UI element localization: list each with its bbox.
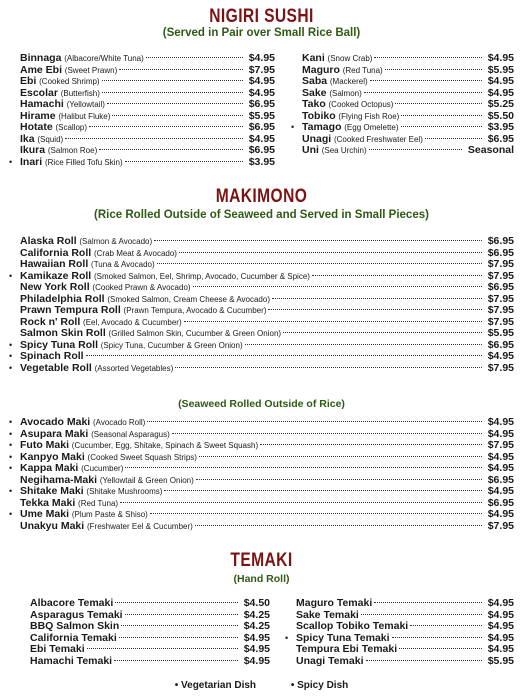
menu-item (302, 65, 514, 77)
item-price: $7.95 (487, 258, 514, 270)
item-name: Hirame (20, 109, 56, 122)
item-name: Kappa Maki (20, 462, 79, 474)
item-name: Kamikaze Roll (20, 269, 92, 282)
item-description: (Smoked Salmon, Eel, Shrimp, Avocado, Cucumber & Spice) (93, 271, 310, 281)
dot-leader (401, 126, 482, 127)
item-name: Hamachi Temaki (30, 654, 113, 667)
bullet-icon: • (9, 451, 13, 462)
item-name: Rock n' Roll (20, 315, 81, 328)
bullet-icon: • (9, 270, 13, 281)
item-description: (Squid) (37, 134, 64, 144)
item-price: $4.95 (487, 597, 514, 609)
item-name: Ikura (20, 144, 46, 156)
item-price: $7.95 (487, 439, 514, 451)
item-price: $3.95 (487, 121, 514, 133)
item-name: Kanpyo Maki (20, 450, 85, 463)
dot-leader (125, 467, 481, 468)
legend (0, 680, 523, 691)
dot-leader (364, 92, 482, 93)
item-price: $5.95 (487, 327, 514, 339)
item-name: Inari (20, 155, 43, 168)
item-price: $7.95 (487, 304, 514, 316)
item-name: Spicy Tuna Roll (20, 338, 98, 351)
item-description: (Grilled Salmon Skin, Cucumber & Green Onion) (108, 329, 282, 338)
item-description: (Cucumber) (81, 464, 124, 473)
menu-item (9, 350, 514, 363)
item-name: Asupara Maki (20, 427, 89, 440)
item-description: (Rice Filled Tofu Skin) (44, 157, 123, 167)
dot-leader (361, 614, 482, 615)
dot-leader (164, 490, 481, 491)
menu-item (9, 338, 514, 352)
item-price: $4.95 (487, 416, 514, 428)
item-price: $4.95 (487, 631, 514, 644)
item-name: Vegetable Roll (20, 361, 92, 374)
item-name: Negihama-Maki (20, 473, 98, 486)
item-name: BBQ Salmon Skin (30, 620, 120, 632)
makimono-list (9, 235, 514, 374)
menu-item (20, 122, 275, 134)
item-name: Futo Maki (20, 439, 69, 451)
item-description: (Freshwater Eel & Cucumber) (86, 521, 193, 531)
item-name: Asparagus Temaki (30, 608, 123, 621)
item-name: California Temaki (30, 631, 117, 644)
menu-item (20, 111, 275, 123)
menu-item (9, 485, 514, 498)
legend-vegetarian (175, 680, 259, 691)
item-name: Kani (302, 52, 325, 64)
dot-leader (125, 614, 238, 615)
bullet-icon: • (9, 486, 13, 496)
item-name: Avocado Maki (20, 416, 91, 428)
item-name: Tobiko (302, 109, 336, 122)
item-name: Sake (302, 86, 327, 99)
item-name: Hawaiian Roll (20, 258, 89, 270)
dot-leader (119, 637, 238, 638)
menu-item (302, 76, 514, 88)
item-price: $4.95 (487, 75, 514, 87)
dot-leader (65, 138, 243, 139)
menu-item (9, 427, 514, 441)
item-name: Ume Maki (20, 508, 70, 520)
vegetarian-bullet-icon: • (174, 680, 179, 691)
item-description: (Sea Urchin) (321, 146, 367, 155)
item-price: $7.95 (487, 519, 514, 532)
item-name: California Roll (20, 246, 92, 259)
item-name: Ame Ebi (20, 63, 63, 76)
menu-item (302, 88, 514, 100)
item-price: $4.95 (248, 86, 275, 99)
bullet-icon: • (9, 362, 13, 373)
item-price: $4.95 (487, 52, 514, 64)
item-description: (Salmon & Avocado) (79, 237, 153, 246)
item-name: Prawn Tempura Roll (20, 304, 121, 316)
item-description: (Sweet Prawn) (64, 65, 118, 75)
dot-leader (87, 648, 238, 649)
item-price: $4.95 (487, 86, 514, 99)
item-price: $6.95 (487, 235, 514, 247)
item-price: $7.95 (487, 315, 514, 328)
dot-leader (395, 103, 481, 104)
item-price: $5.50 (487, 109, 514, 122)
dot-leader (99, 149, 242, 150)
dot-leader (86, 355, 482, 356)
item-description: (Red Tuna) (78, 498, 119, 508)
item-name: Hamachi (20, 98, 64, 110)
item-description: (Eel, Avocado & Cucumber) (83, 317, 182, 327)
bullet-icon: • (9, 351, 13, 361)
bullet-icon: • (9, 417, 13, 427)
item-description: (Red Tuna) (342, 65, 383, 75)
item-description: (Yellowtail) (66, 100, 105, 109)
item-price: $6.95 (248, 121, 275, 133)
item-name: Unakyu Maki (20, 519, 85, 532)
dot-leader (245, 344, 482, 345)
item-description: (Butterfish) (60, 88, 100, 98)
temaki-right-list (285, 597, 514, 667)
item-name: Escolar (20, 86, 58, 99)
item-price: $4.95 (248, 52, 275, 64)
item-name: Uni (302, 144, 319, 156)
item-name: Binnaga (20, 52, 62, 64)
item-price: $6.95 (487, 132, 514, 145)
menu-item (9, 269, 514, 283)
bullet-icon: • (291, 122, 295, 132)
dot-leader (114, 660, 238, 661)
item-description: (Avocado Roll) (93, 418, 146, 427)
nigiri-left-list (9, 52, 275, 168)
item-name: Salmon Skin Roll (20, 327, 106, 339)
nigiri-right-list (291, 52, 514, 157)
item-price: $5.95 (487, 63, 514, 76)
item-description: (Salmon) (329, 88, 362, 98)
menu-item (296, 656, 514, 668)
makimono-title: MAKIMONO (215, 186, 308, 207)
dot-leader (125, 161, 243, 162)
dot-leader (374, 57, 481, 58)
item-description: (Plum Paste & Shiso) (71, 510, 148, 519)
bullet-icon: • (9, 440, 13, 450)
item-price: $7.95 (248, 63, 275, 76)
item-description: (Mackerel) (329, 77, 368, 86)
bullet-icon: • (285, 632, 289, 643)
maki-list (9, 416, 514, 532)
item-name: Unagi Temaki (296, 654, 364, 667)
dot-leader (172, 433, 482, 434)
dot-leader (196, 479, 482, 480)
dot-leader (184, 321, 482, 322)
item-description: (Cooked Prawn & Avocado) (92, 283, 191, 292)
dot-leader (157, 263, 482, 264)
item-name: Tako (302, 98, 326, 110)
bullet-icon: • (9, 509, 13, 519)
dot-leader (374, 602, 481, 603)
item-name: Alaska Roll (20, 235, 77, 247)
item-price: $4.95 (487, 608, 514, 621)
item-name: Spicy Tuna Temaki (296, 631, 390, 644)
item-price: $4.95 (487, 462, 514, 474)
dot-leader (195, 525, 482, 526)
item-description: (Seasonal Asparagus) (91, 429, 170, 439)
dot-leader (119, 69, 242, 70)
item-description: (Cooked Freshwater Eel) (333, 134, 423, 144)
dot-leader (369, 149, 462, 150)
bullet-icon: • (9, 156, 13, 167)
item-description: (Assorted Vegetables) (94, 363, 174, 373)
dot-leader (193, 286, 482, 287)
item-description: (Flying Fish Roe) (338, 111, 400, 121)
item-price: $4.95 (487, 643, 514, 655)
item-price: $6.95 (487, 473, 514, 486)
menu-item (9, 361, 514, 375)
menu-item (30, 656, 270, 668)
dot-leader (260, 444, 482, 445)
item-description: (Smoked Salmon, Cream Cheese & Avocado) (107, 294, 270, 304)
menu-item (9, 450, 514, 464)
item-name: New York Roll (20, 281, 90, 293)
item-description: (Cooked Shrimp) (39, 77, 100, 86)
maki-subtitle: (Seaweed Rolled Outside of Rice) (178, 398, 345, 410)
dot-leader (120, 502, 482, 503)
item-price: $6.95 (487, 246, 514, 259)
item-price: $6.95 (487, 338, 514, 351)
spicy-label: Spicy Dish (297, 680, 349, 691)
item-description: (Spicy Tuna, Cucumber & Green Onion) (100, 340, 243, 350)
dot-leader (199, 456, 482, 457)
item-description: (Yellowtail & Green Onion) (99, 475, 194, 485)
bullet-icon: • (9, 339, 13, 350)
dot-leader (399, 648, 482, 649)
item-name: Sake Temaki (296, 608, 359, 621)
item-description: (Albacore/White Tuna) (64, 54, 144, 63)
item-description: (Cooked Octopus) (328, 100, 394, 109)
item-price: $6.95 (248, 98, 275, 110)
nigiri-subtitle: (Served in Pair over Small Rice Ball) (162, 27, 361, 39)
legend-spicy (291, 680, 348, 691)
dot-leader (175, 367, 481, 368)
item-description: (Halibut Fluke) (58, 111, 111, 121)
bullet-icon: • (9, 463, 13, 473)
menu-item (9, 155, 275, 169)
menu-item (20, 521, 514, 533)
menu-item (9, 439, 514, 452)
menu-item (9, 416, 514, 429)
item-description: (Prawn Tempura, Avocado & Cucumber) (123, 306, 267, 315)
dot-leader (102, 92, 243, 93)
item-price: $7.95 (487, 361, 514, 374)
item-name: Unagi (302, 132, 332, 145)
item-price: $5.95 (248, 109, 275, 122)
item-price: $4.95 (487, 427, 514, 440)
menu-item (20, 65, 275, 77)
dot-leader (107, 103, 243, 104)
item-description: (Tuna & Avocado) (91, 260, 155, 269)
menu-item (20, 305, 514, 317)
item-name: Tamago (302, 121, 342, 133)
item-price: $4.95 (487, 450, 514, 463)
item-price: $4.25 (243, 620, 270, 632)
item-price: $6.95 (487, 281, 514, 293)
dot-leader (268, 309, 481, 310)
item-price: $4.50 (243, 597, 270, 609)
item-name: Ika (20, 132, 35, 145)
item-price: $7.95 (487, 292, 514, 305)
item-price: $3.95 (248, 155, 275, 168)
item-name: Tempura Ebi Temaki (296, 643, 398, 655)
dot-leader (312, 275, 482, 276)
dot-leader (370, 80, 482, 81)
item-price: $4.95 (248, 75, 275, 87)
menu-item (20, 134, 275, 146)
item-name: Ebi (20, 75, 37, 87)
dot-leader (154, 240, 482, 241)
menu-item (20, 236, 514, 248)
menu-item (20, 498, 514, 510)
item-price: $4.95 (248, 132, 275, 145)
dot-leader (121, 625, 237, 626)
dot-leader (401, 115, 481, 116)
item-price: $6.95 (248, 144, 275, 156)
item-price: $4.95 (487, 620, 514, 632)
dot-leader (385, 69, 482, 70)
item-price: $4.25 (243, 608, 270, 621)
item-name: Hotate (20, 121, 53, 133)
menu-item (20, 99, 275, 111)
item-name: Maguro (302, 63, 340, 76)
dot-leader (272, 298, 482, 299)
dot-leader (392, 637, 482, 638)
dot-leader (147, 421, 481, 422)
item-description: (Crab Meat & Avocado) (93, 248, 177, 258)
temaki-subtitle: (Hand Roll) (233, 573, 290, 585)
item-price: $4.95 (487, 485, 514, 497)
item-name: Spinach Roll (20, 350, 84, 362)
item-price: $4.95 (487, 508, 514, 520)
item-price: $6.95 (487, 496, 514, 509)
item-name: Scallop Tobiko Temaki (296, 620, 409, 632)
item-name: Tekka Maki (20, 496, 76, 509)
temaki-left-list (30, 598, 270, 667)
item-price: $7.95 (487, 269, 514, 282)
item-name: Albacore Temaki (30, 597, 114, 609)
item-price: $4.95 (243, 631, 270, 644)
item-description: (Cucumber, Egg, Shitake, Spinach & Sweet Squash) (71, 441, 259, 450)
menu-item (20, 475, 514, 487)
dot-leader (150, 513, 482, 514)
item-price: $4.95 (243, 654, 270, 667)
menu-item (302, 145, 514, 157)
bullet-icon: • (9, 428, 13, 439)
dot-leader (410, 625, 482, 626)
dot-leader (366, 660, 482, 661)
item-price: $4.95 (243, 643, 270, 655)
dot-leader (102, 80, 243, 81)
dot-leader (283, 332, 482, 333)
dot-leader (115, 602, 237, 603)
item-name: Ebi Temaki (30, 643, 85, 655)
dot-leader (425, 138, 482, 139)
makimono-subtitle: (Rice Rolled Outside of Seaweed and Served in Small Pieces) (94, 209, 429, 221)
dot-leader (179, 252, 482, 253)
menu-item (20, 145, 275, 157)
item-description: (Shitake Mushrooms) (86, 487, 163, 496)
item-description: (Egg Omelette) (344, 123, 399, 132)
dot-leader (89, 126, 243, 127)
dot-leader (146, 57, 243, 58)
item-name: Maguro Temaki (296, 597, 373, 609)
menu-item (20, 259, 514, 271)
temaki-title: TEMAKI (230, 550, 293, 571)
item-name: Saba (302, 75, 328, 87)
item-price: $4.95 (487, 350, 514, 362)
menu-item (9, 508, 514, 521)
nigiri-title: NIGIRI SUSHI (209, 6, 314, 27)
menu-item (291, 121, 514, 134)
item-price: Seasonal (467, 144, 514, 156)
item-name: Philadelphia Roll (20, 292, 105, 305)
item-description: (Salmon Roe) (47, 146, 98, 155)
spicy-bullet-icon: • (290, 680, 295, 691)
dot-leader (112, 115, 242, 116)
item-price: $5.25 (487, 98, 514, 110)
item-price: $5.95 (487, 654, 514, 667)
item-name: Shitake Maki (20, 485, 84, 497)
menu-item (20, 248, 514, 260)
vegetarian-label: Vegetarian Dish (181, 680, 257, 691)
item-description: (Scallop) (55, 123, 88, 132)
item-description: (Snow Crab) (327, 54, 373, 63)
menu-item (20, 76, 275, 88)
item-description: (Cooked Sweet Squash Strips) (87, 452, 197, 462)
